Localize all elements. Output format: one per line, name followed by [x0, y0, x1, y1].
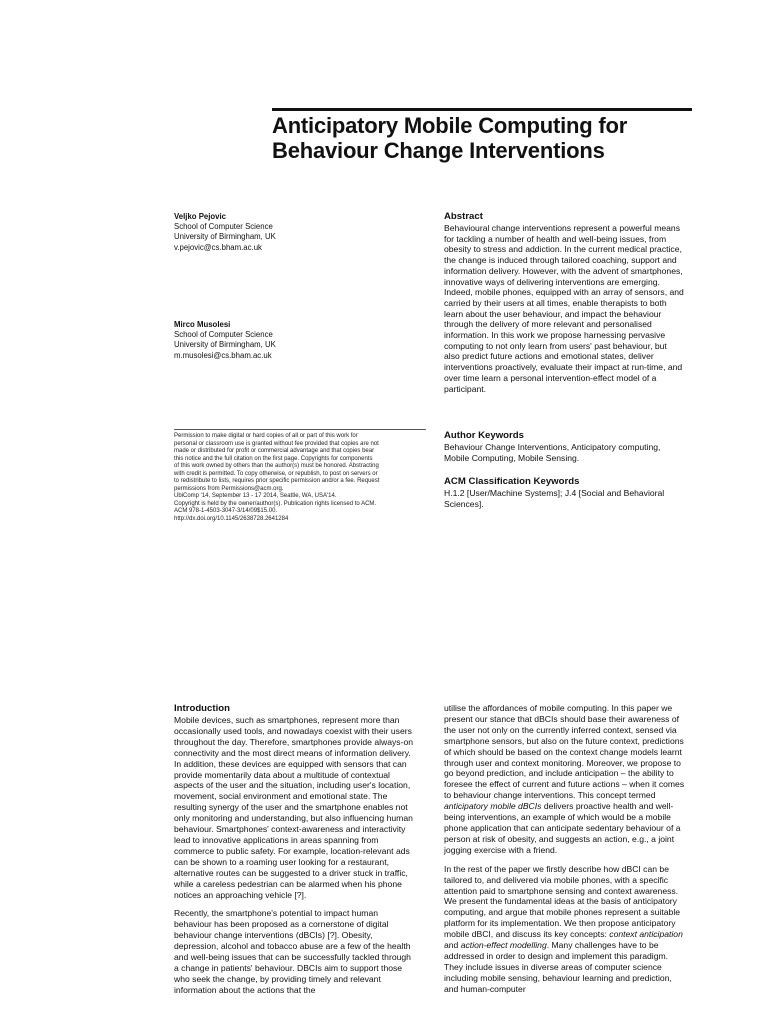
permission-line: personal or classroom use is granted without fee provided that copies are not — [174, 440, 379, 447]
author-email: m.musolesi@cs.bham.ac.uk — [174, 350, 272, 360]
text-run: . Many challenges have to be addressed in order to design and implement this paradigm. They include issues in diverse areas of computer science including mobile sensing, behaviour learning and prediction, and human-computer — [444, 940, 672, 994]
permission-line: permissions from Permissions@acm.org. — [174, 485, 284, 492]
permission-notice — [174, 429, 426, 523]
author-univ: University of Birmingham, UK — [174, 340, 276, 350]
acm-keywords-heading: ACM Classification Keywords — [444, 476, 580, 487]
title-line-2: Behaviour Change Interventions — [272, 138, 605, 163]
emphasis-term: anticipatory mobile dBCIs — [444, 801, 542, 812]
author-email: v.pejovic@cs.bham.ac.uk — [174, 242, 262, 252]
author-name: Mirco Musolesi — [174, 320, 231, 329]
abstract-section — [444, 211, 684, 394]
title-line-1: Anticipatory Mobile Computing for — [272, 113, 628, 138]
permission-line: of this work owned by others than the author(s) must be honored. Abstracting — [174, 463, 379, 469]
permission-line: with credit is permitted. To copy otherwise, or republish, to post on servers or — [174, 470, 378, 477]
author-name: Veljko Pejovic — [174, 212, 227, 221]
author-block-2 — [174, 320, 404, 361]
right-body-column — [444, 703, 686, 1003]
permission-line: http://dx.doi.org/10.1145/2638728.2641284 — [174, 515, 289, 522]
author-keywords-section — [444, 430, 684, 463]
author-keywords-text: Behaviour Change Interventions, Anticipatory computing, Mobile Computing, Mobile Sensing. — [444, 442, 661, 463]
text-run: delivers proactive health and well-being interventions, an example of which would be a mobile phone application that can anticipate sedentary behaviour of a person at risk of obesity, and suggests an action, e.g., a joint jogging exercise with a friend. — [444, 801, 681, 855]
permission-line: ACM 978-1-4503-3047-3/14/09$15.00. — [174, 508, 278, 514]
acm-keywords-section — [444, 476, 684, 509]
author-dept: School of Computer Science — [174, 330, 273, 340]
abstract-text: Behavioural change interventions represent a powerful means for tackling a number of health and well-being issues, from obesity to stress and addiction. In the current medical practice, the change is induced through tailored coaching, support and information delivery. However, with the advent of smartphones, innovative ways of delivering interventions are emerging. Indeed, mobile phones, equipped with an array of sensors, and carried by their users at all times, enable therapists to both learn about the user behaviour, and impact the behaviour through the delivery of more relevant and personalised information. In this work we propose harnessing pervasive computing to not only learn from users' past behaviour, but also predict future actions and emotional states, deliver interventions proactively, evaluate their impact at run-time, and over time learn a personal intervention-effect model of a participant. — [444, 223, 684, 394]
author-univ: University of Birmingham, UK — [174, 232, 276, 242]
emphasis-term: context anticipation — [609, 929, 683, 940]
permission-line: this notice and the full citation on the first page. Copyrights for components — [174, 455, 373, 462]
acm-keywords-text: H.1.2 [User/Machine Systems]; J.4 [Social and Behavioral Sciences]. — [444, 488, 665, 509]
emphasis-term: action-effect modelling — [460, 940, 547, 951]
body-paragraph-2 — [444, 864, 686, 995]
text-run: utilise the affordances of mobile computing. In this paper we present our stance that dBCIs should base their awareness of the user not only on the currently inferred context, sensed via smartphone sensors, but also on the future context, predictions of which should be based on the context change models learnt through user and context monitoring. Moreover, we propose to go beyond prediction, and include anticipation – the ability to foresee the effect of current and future actions – when it comes to behaviour change interventions. This concept termed — [444, 703, 685, 801]
abstract-heading: Abstract — [444, 211, 483, 222]
text-run: In the rest of the paper we firstly describe how dBCI can be tailored to, and delivered via mobile phones, with a specific attention paid to smartphone sensing and context awareness. We present the fundamental ideas at the basis of anticipatory computing, and argue that mobile phones represent a suitable platform for its implementation. We then propose anticipatory mobile dBCI, and discuss its key concepts: — [444, 863, 681, 940]
intro-paragraph-1: Mobile devices, such as smartphones, represent more than occasionally used tools, and nowadays coexist with their users throughout the day. Therefore, smartphones provide always-on connectivity and the most direct means of information delivery. In addition, these devices are equipped with sensors that can provide momentarily data about a multitude of contextual aspects of the user and the situation, including user's location, movement, social environment and emotional state. The resulting synergy of the user and the smartphone enables not only monitoring and understanding, but also influencing human behaviour. Smartphones' context-awareness and interactivity lead to innovative applications in areas spanning from commerce to public safety. For example, location-relevant ads can be shown to a roaming user looking for a restaurant, alternative routes can be suggested to a driver stuck in traffic, while a careless pedestrian can be alarmed when his phone notices an approaching vehicle [?]. — [174, 715, 414, 900]
author-keywords-heading: Author Keywords — [444, 430, 524, 441]
title-rule — [272, 108, 692, 111]
permission-line: Permission to make digital or hard copies of all or part of this work for — [174, 433, 358, 439]
paper-title — [272, 113, 732, 163]
text-run: and — [444, 940, 461, 951]
permission-line: to redistribute to lists, requires prior specific permission and/or a fee. Request — [174, 478, 380, 484]
introduction-heading: Introduction — [174, 703, 230, 714]
body-paragraph-1 — [444, 703, 686, 856]
author-block-1 — [174, 212, 404, 253]
intro-paragraph-2: Recently, the smartphone's potential to impact human behaviour has been proposed as a cornerstone of digital behaviour change interventions (dBCIs) [?]. Obesity, depression, alcohol and tobacco abuse are a few of the health and well-being issues that can be successfully tackled through a change in patients' behaviour. DBCIs aim to support those who seek the change, by providing timely and relevant information about the actions that the — [174, 908, 411, 995]
introduction-column — [174, 703, 416, 1004]
permission-line: UbiComp '14, September 13 - 17 2014, Seattle, WA, USA'14. — [174, 493, 337, 499]
author-dept: School of Computer Science — [174, 222, 273, 232]
permission-line: Copyright is held by the owner/author(s). Publication rights licensed to ACM. — [174, 500, 377, 507]
permission-line: made or distributed for profit or commercial advantage and that copies bear — [174, 448, 375, 454]
